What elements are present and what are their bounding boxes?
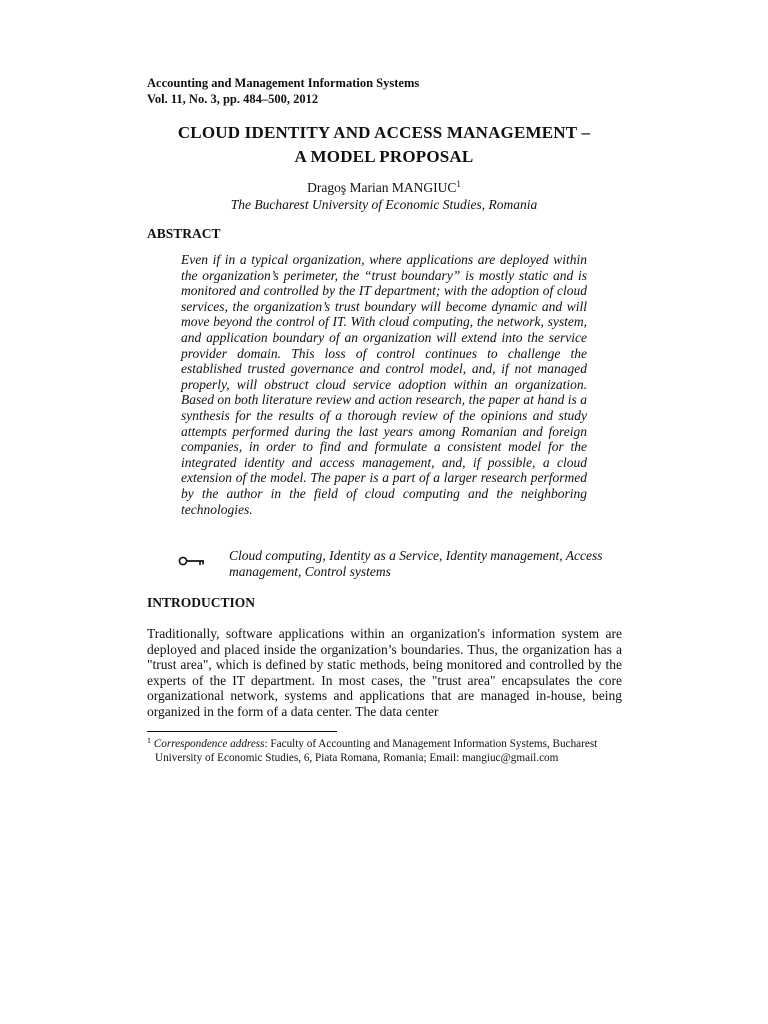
- footnote-divider: [147, 731, 337, 732]
- footnote-text-line-2: University of Economic Studies, 6, Piata Romana, Romania; Email: mangiuc@gmail.com: [155, 751, 559, 764]
- paper-title: [100, 121, 668, 169]
- journal-citation: Vol. 11, No. 3, pp. 484–500, 2012: [147, 92, 319, 106]
- paper-title-line-2: A MODEL PROPOSAL: [294, 147, 474, 166]
- paper-title-line-1: CLOUD IDENTITY AND ACCESS MANAGEMENT –: [177, 123, 591, 142]
- journal-header: [147, 75, 419, 107]
- abstract-text: Even if in a typical organization, where applications are deployed within the organization’s perimeter, the “trust boundary” is mostly static and is monitored and controlled by the IT department; with the adoption of cloud services, the organization’s trust boundary will become dynamic and will move beyond the control of IT. With cloud computing, the network, system, and application boundary of an organization will extend into the service provider domain. This loss of control continues to challenge the established trusted governance and control model, and, if not managed properly, will obstruct cloud service adoption within an organization. Based on both literature review and action research, the paper at hand is a synthesis for the results of a thorough review of the opinions and study attempts performed during the last years among Romanian and foreign companies, in order to find and formulate a consistent model for the integrated identity and access management, and, if possible, a cloud extension of the model. The paper is a part of a larger research performed by the author in the field of cloud computing and the neighboring technologies.: [181, 252, 587, 517]
- journal-name: Accounting and Management Information Systems: [147, 76, 420, 90]
- footnote: [147, 738, 627, 765]
- author-affiliation: The Bucharest University of Economic Studies, Romania: [230, 197, 538, 212]
- key-icon: [178, 554, 206, 568]
- keywords-text: Cloud computing, Identity as a Service, Identity management, Access management, Control systems: [229, 548, 603, 579]
- author-footnote-mark: 1: [456, 179, 461, 189]
- footnote-text-line-1: : Faculty of Accounting and Management Information Systems, Bucharest: [264, 738, 598, 750]
- footnote-mark: 1: [147, 736, 151, 745]
- introduction-heading: INTRODUCTION: [147, 595, 256, 610]
- author-line: [100, 179, 668, 196]
- introduction-text: Traditionally, software applications within an organization's information system are deployed and placed inside the organization’s boundaries. Thus, the organization has a "trust area", which is defined by static methods, being monitored and controlled by the experts of the IT department. In most cases, the "trust area" encapsulates the core organizational network, systems and applications that are managed in-house, being organized in the form of a data center. The data center: [147, 626, 622, 719]
- abstract-heading: ABSTRACT: [147, 226, 221, 241]
- author-name: Dragoş Marian MANGIUC: [307, 180, 457, 195]
- footnote-label: Correspondence address: [153, 738, 265, 750]
